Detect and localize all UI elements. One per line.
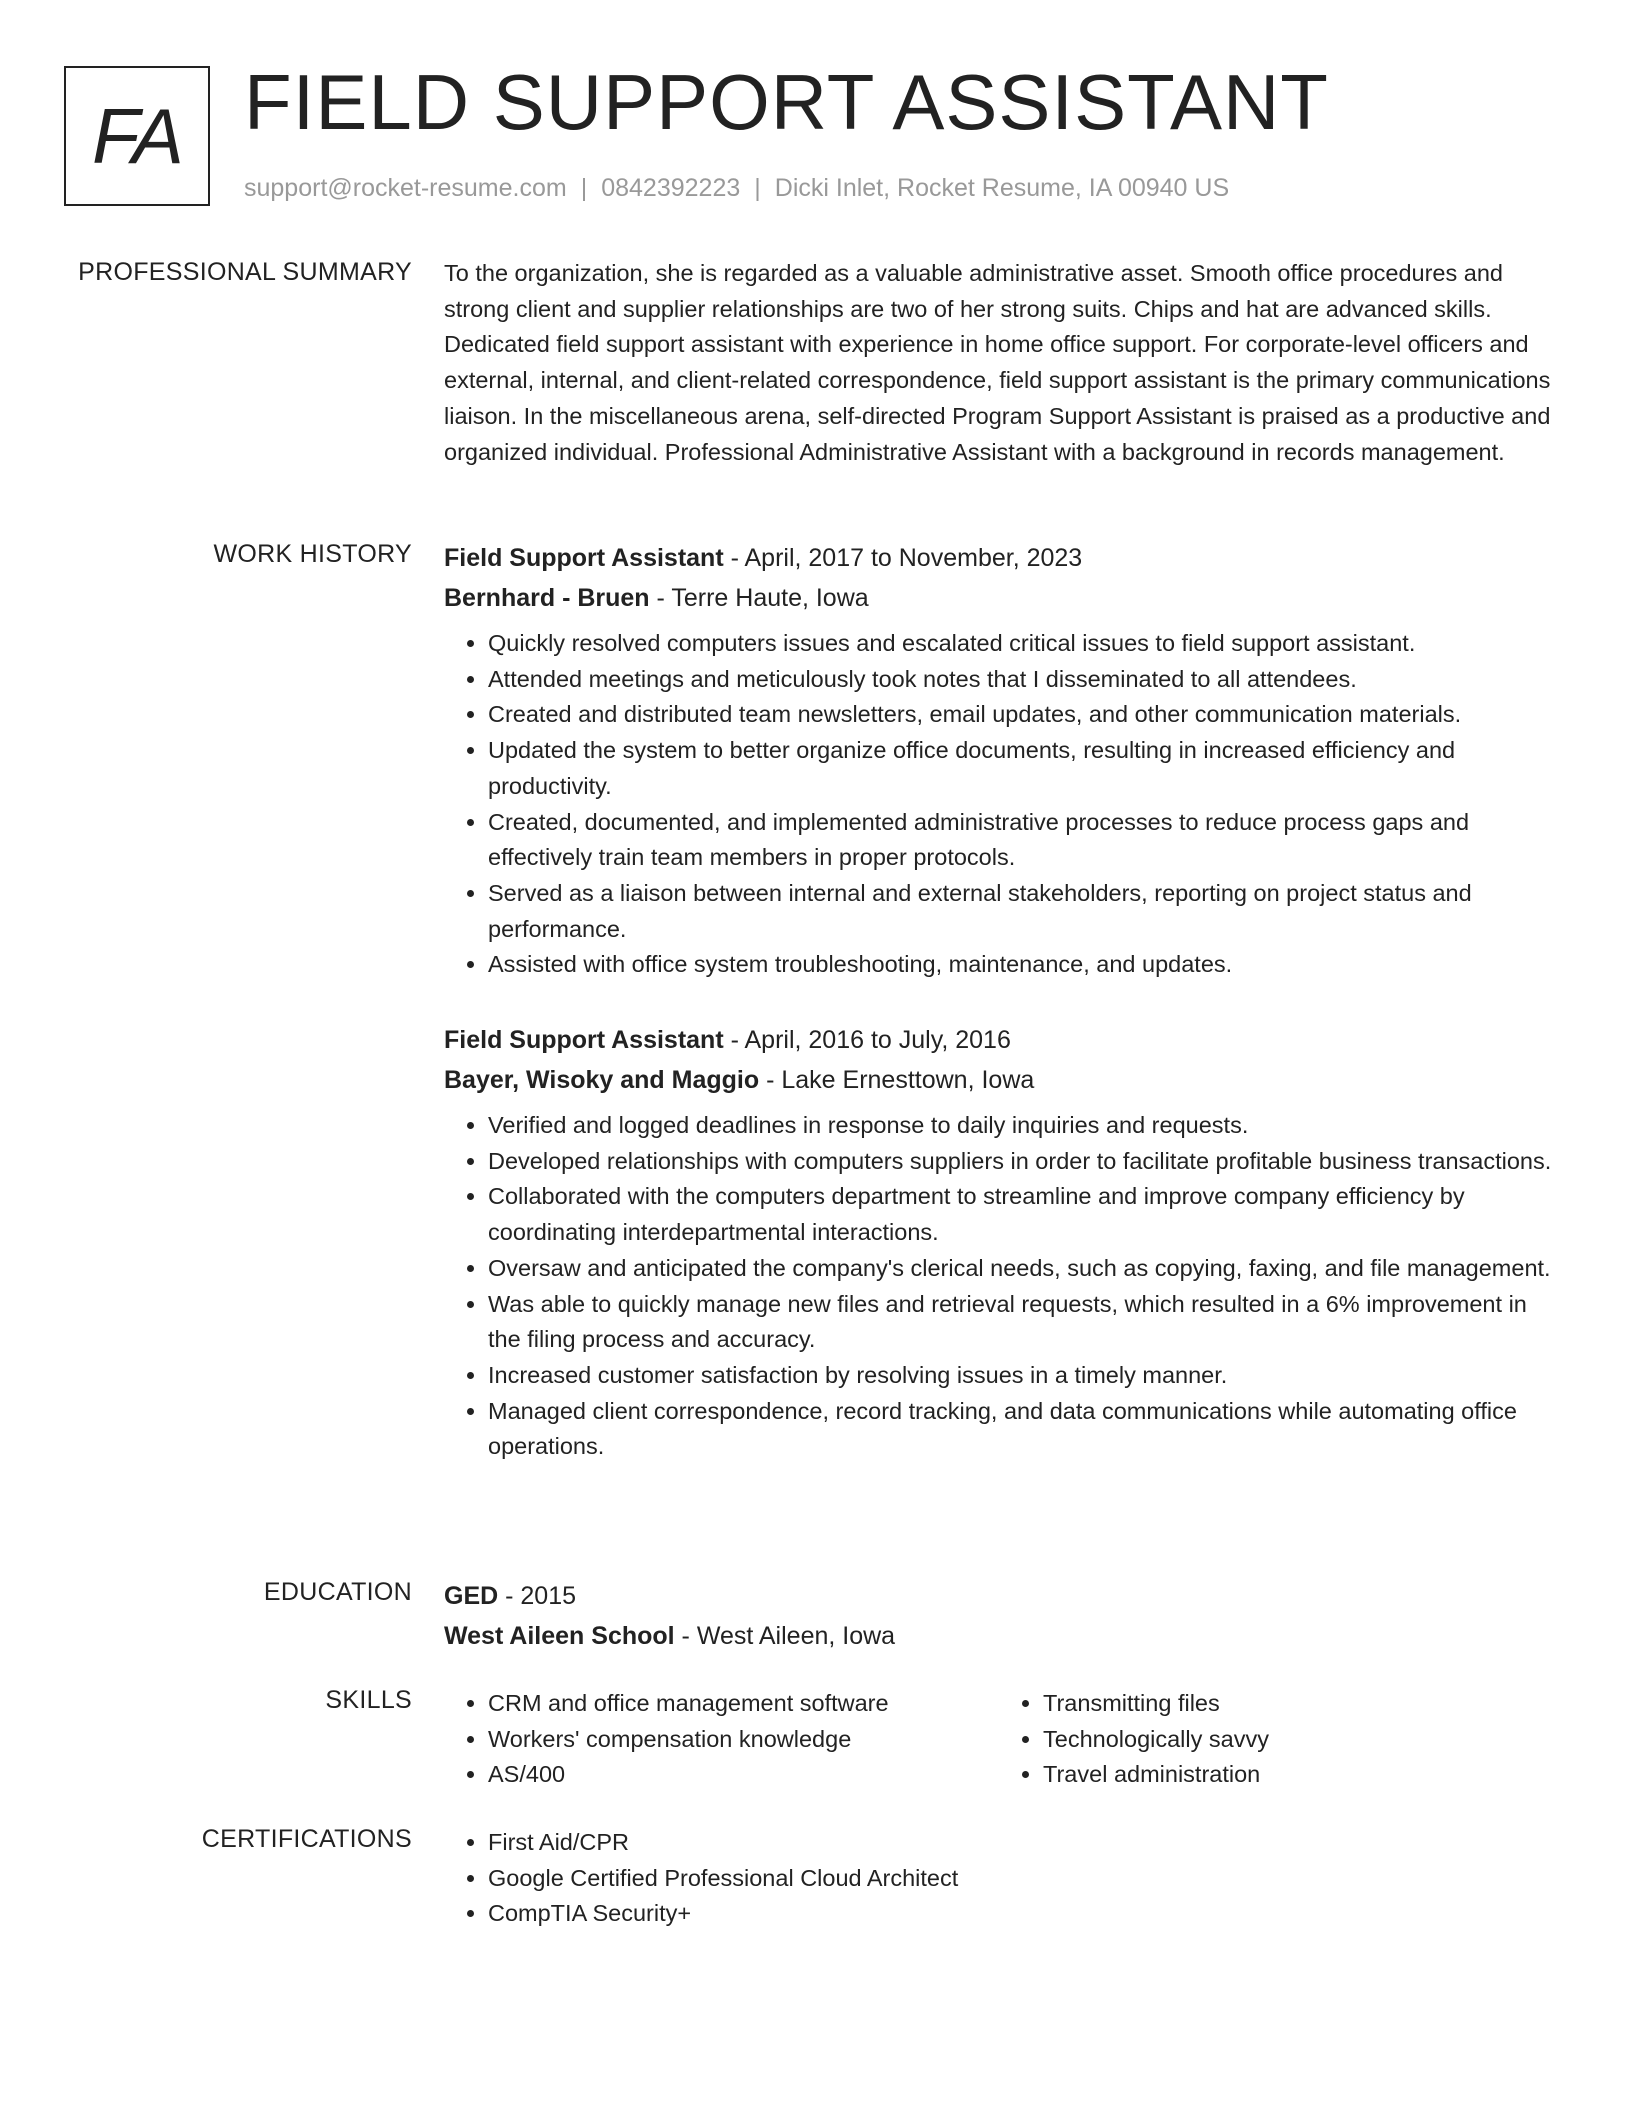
list-item: • Attended meetings and meticulously took notes that I disseminated to all attendees. — [488, 662, 1554, 698]
education-school — [444, 1616, 1554, 1656]
degree: GED — [444, 1582, 499, 1610]
skills-list-right — [999, 1686, 1554, 1793]
job-bullets — [444, 626, 1554, 983]
list-item: • Was able to quickly manage new files and retrieval requests, which resulted in a 6% improvement in the filing process and accuracy. — [488, 1287, 1554, 1358]
list-item: • Created, documented, and implemented administrative processes to reduce process gaps and effectively train team members in proper protocols. — [488, 805, 1554, 876]
list-item: • Google Certified Professional Cloud Architect — [488, 1861, 1554, 1897]
job-entry — [444, 538, 1554, 983]
phone: 0842392223 — [601, 174, 741, 202]
list-item: • Developed relationships with computers suppliers in order to facilitate profitable business transactions. — [488, 1144, 1554, 1180]
list-item: • Managed client correspondence, record tracking, and data communications while automating office operations. — [488, 1394, 1554, 1465]
separator: | — [754, 174, 761, 202]
job-bullets — [444, 1108, 1554, 1465]
skills-list-left — [444, 1686, 999, 1793]
monogram — [64, 66, 210, 206]
education-year: - 2015 — [498, 1582, 577, 1610]
list-item: • CompTIA Security+ — [488, 1896, 1554, 1932]
job-employer — [444, 578, 1554, 618]
list-item: • CRM and office management software — [488, 1686, 999, 1722]
job-heading — [444, 538, 1554, 578]
job-entry — [444, 1020, 1554, 1465]
address: Dicki Inlet, Rocket Resume, IA 00940 US — [774, 174, 1230, 202]
school-name: West Aileen School — [444, 1622, 675, 1650]
list-item: • First Aid/CPR — [488, 1825, 1554, 1861]
initials: FA — [92, 91, 182, 180]
list-item: • Workers' compensation knowledge — [488, 1722, 999, 1758]
company-name: Bernhard - Bruen — [444, 584, 650, 612]
skills-grid — [444, 1686, 1554, 1793]
list-item: • Oversaw and anticipated the company's clerical needs, such as copying, faxing, and file management. — [488, 1251, 1554, 1287]
job-title: Field Support Assistant — [444, 544, 724, 572]
list-item: • Verified and logged deadlines in response to daily inquiries and requests. — [488, 1108, 1554, 1144]
section-label: SKILLS — [325, 1686, 412, 1714]
job-title: Field Support Assistant — [444, 1026, 724, 1054]
list-item: • Quickly resolved computers issues and escalated critical issues to field support assistant. — [488, 626, 1554, 662]
section-label: EDUCATION — [263, 1578, 412, 1606]
school-location: - West Aileen, Iowa — [674, 1622, 896, 1650]
section-label: WORK HISTORY — [213, 540, 412, 568]
summary-content — [444, 256, 1554, 470]
list-item: • Technologically savvy — [1043, 1722, 1554, 1758]
list-item: • AS/400 — [488, 1757, 999, 1793]
list-item: • Collaborated with the computers department to streamline and improve company efficiency by coordinating interdepartmental interactions. — [488, 1179, 1554, 1250]
work-history-content — [444, 1020, 1554, 1465]
section-label: PROFESSIONAL SUMMARY — [78, 258, 412, 286]
list-item: • Updated the system to better organize office documents, resulting in increased efficiency and productivity. — [488, 733, 1554, 804]
job-employer — [444, 1060, 1554, 1100]
education-content — [444, 1576, 1554, 1656]
company-name: Bayer, Wisoky and Maggio — [444, 1066, 760, 1094]
job-dates: - April, 2016 to July, 2016 — [723, 1026, 1011, 1054]
certifications-list — [444, 1825, 1554, 1932]
email: support@rocket-resume.com — [244, 174, 567, 202]
list-item: • Travel administration — [1043, 1757, 1554, 1793]
list-item: • Created and distributed team newsletters, email updates, and other communication materials. — [488, 697, 1554, 733]
company-location: - Terre Haute, Iowa — [649, 584, 869, 612]
list-item: • Transmitting files — [1043, 1686, 1554, 1722]
contact-line — [244, 174, 1229, 203]
list-item: • Served as a liaison between internal and external stakeholders, reporting on project status and performance. — [488, 876, 1554, 947]
list-item: • Assisted with office system troubleshooting, maintenance, and updates. — [488, 947, 1554, 983]
summary-text: To the organization, she is regarded as a valuable administrative asset. Smooth office procedures and strong client and supplier relationships are two of her strong suits. Chips and hat are advanced skills. Dedicated field support assistant with experience in home office support. For corporate-level officers and external, internal, and client-related correspondence, field support assistant is the primary communications liaison. In the miscellaneous arena, self-directed Program Support Assistant is praised as a productive and organized individual. Professional Administrative Assistant with a background in records management. — [444, 260, 1551, 465]
section-label: CERTIFICATIONS — [201, 1825, 412, 1853]
resume-title: FIELD SUPPORT ASSISTANT — [244, 58, 1329, 146]
skills-content — [444, 1686, 1554, 1793]
list-item: • Increased customer satisfaction by resolving issues in a timely manner. — [488, 1358, 1554, 1394]
job-heading — [444, 1020, 1554, 1060]
certifications-content — [444, 1825, 1554, 1932]
separator: | — [580, 174, 588, 202]
education-degree — [444, 1576, 1554, 1616]
job-dates: - April, 2017 to November, 2023 — [723, 544, 1083, 572]
company-location: - Lake Ernesttown, Iowa — [759, 1066, 1035, 1094]
work-history-content — [444, 538, 1554, 983]
